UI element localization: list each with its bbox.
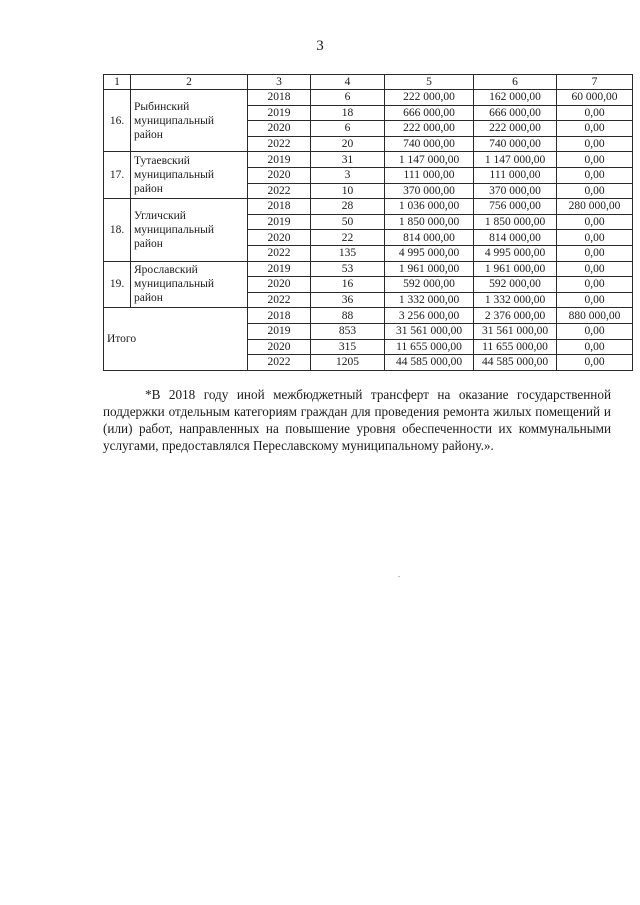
- year-cell: 2022: [248, 245, 311, 261]
- district-name-line: муниципальный: [134, 169, 215, 182]
- amount-cell: 3 256 000,00: [385, 308, 474, 324]
- amount-cell: 1 147 000,00: [474, 152, 557, 168]
- district-name-line: район: [134, 183, 163, 196]
- year-cell: 2020: [248, 121, 311, 137]
- column-header: 3: [248, 75, 311, 90]
- amount-cell: 1 332 000,00: [385, 292, 474, 308]
- amount-cell: 1 332 000,00: [474, 292, 557, 308]
- total-label: Итого: [104, 308, 248, 370]
- amount-cell: 666 000,00: [385, 105, 474, 121]
- amount-cell: 0,00: [557, 277, 633, 293]
- amount-cell: 740 000,00: [474, 136, 557, 152]
- amount-cell: 111 000,00: [474, 167, 557, 183]
- year-cell: 2019: [248, 152, 311, 168]
- amount-cell: 756 000,00: [474, 199, 557, 215]
- count-cell: 22: [311, 230, 385, 246]
- amount-cell: 0,00: [557, 136, 633, 152]
- count-cell: 315: [311, 339, 385, 355]
- amount-cell: 1 036 000,00: [385, 199, 474, 215]
- amount-cell: 0,00: [557, 292, 633, 308]
- district-name-line: район: [134, 128, 163, 141]
- count-cell: 31: [311, 152, 385, 168]
- count-cell: 28: [311, 199, 385, 215]
- amount-cell: 370 000,00: [474, 183, 557, 199]
- table-row: [104, 199, 633, 215]
- count-cell: 18: [311, 105, 385, 121]
- column-header: 6: [474, 75, 557, 90]
- amount-cell: 222 000,00: [385, 121, 474, 137]
- year-cell: 2019: [248, 261, 311, 277]
- district-name: [131, 261, 248, 308]
- amount-cell: 0,00: [557, 339, 633, 355]
- amount-cell: 0,00: [557, 261, 633, 277]
- year-cell: 2018: [248, 199, 311, 215]
- amount-cell: 1 850 000,00: [474, 214, 557, 230]
- count-cell: 1205: [311, 355, 385, 371]
- column-header: 2: [131, 75, 248, 90]
- amount-cell: 1 147 000,00: [385, 152, 474, 168]
- year-cell: 2022: [248, 183, 311, 199]
- column-header: 4: [311, 75, 385, 90]
- district-name-line: Рыбинский: [134, 100, 190, 113]
- district-name-line: муниципальный: [134, 223, 215, 236]
- amount-cell: 31 561 000,00: [474, 323, 557, 339]
- amount-cell: 222 000,00: [385, 90, 474, 106]
- count-cell: 36: [311, 292, 385, 308]
- amount-cell: 162 000,00: [474, 90, 557, 106]
- amount-cell: 592 000,00: [474, 277, 557, 293]
- footnote: [103, 386, 611, 454]
- amount-cell: 0,00: [557, 105, 633, 121]
- count-cell: 6: [311, 90, 385, 106]
- count-cell: 3: [311, 167, 385, 183]
- amount-cell: 1 850 000,00: [385, 214, 474, 230]
- count-cell: 135: [311, 245, 385, 261]
- district-name: [131, 152, 248, 199]
- amount-cell: 0,00: [557, 230, 633, 246]
- amount-cell: 280 000,00: [557, 199, 633, 215]
- year-cell: 2020: [248, 277, 311, 293]
- total-row: [104, 308, 633, 324]
- count-cell: 88: [311, 308, 385, 324]
- amount-cell: 1 961 000,00: [474, 261, 557, 277]
- district-name-line: муниципальный: [134, 278, 215, 291]
- amount-cell: 11 655 000,00: [385, 339, 474, 355]
- table-row: [104, 90, 633, 106]
- district-number: 16.: [104, 90, 131, 152]
- count-cell: 20: [311, 136, 385, 152]
- amount-cell: 592 000,00: [385, 277, 474, 293]
- header-row: [104, 75, 633, 90]
- table-row: [104, 152, 633, 168]
- year-cell: 2022: [248, 292, 311, 308]
- year-cell: 2018: [248, 90, 311, 106]
- count-cell: 6: [311, 121, 385, 137]
- amount-cell: 370 000,00: [385, 183, 474, 199]
- district-name-line: район: [134, 237, 163, 250]
- year-cell: 2022: [248, 136, 311, 152]
- district-name: [131, 90, 248, 152]
- amount-cell: 60 000,00: [557, 90, 633, 106]
- amount-cell: 814 000,00: [474, 230, 557, 246]
- column-header: 5: [385, 75, 474, 90]
- year-cell: 2019: [248, 214, 311, 230]
- amount-cell: 222 000,00: [474, 121, 557, 137]
- count-cell: 853: [311, 323, 385, 339]
- year-cell: 2020: [248, 339, 311, 355]
- year-cell: 2022: [248, 355, 311, 371]
- amount-cell: 1 961 000,00: [385, 261, 474, 277]
- year-cell: 2020: [248, 230, 311, 246]
- amount-cell: 0,00: [557, 323, 633, 339]
- count-cell: 50: [311, 214, 385, 230]
- amount-cell: 0,00: [557, 183, 633, 199]
- district-name: [131, 199, 248, 261]
- year-cell: 2018: [248, 308, 311, 324]
- amount-cell: 0,00: [557, 152, 633, 168]
- amount-cell: 0,00: [557, 121, 633, 137]
- scan-speck: [398, 576, 400, 577]
- column-header: 1: [104, 75, 131, 90]
- amount-cell: 44 585 000,00: [474, 355, 557, 371]
- district-name-line: Угличский: [134, 209, 186, 222]
- amount-cell: 880 000,00: [557, 308, 633, 324]
- amount-cell: 31 561 000,00: [385, 323, 474, 339]
- district-name-line: Ярославский: [134, 264, 198, 277]
- district-number: 17.: [104, 152, 131, 199]
- district-name-line: муниципальный: [134, 114, 215, 127]
- column-header: 7: [557, 75, 633, 90]
- amount-cell: 0,00: [557, 167, 633, 183]
- year-cell: 2019: [248, 105, 311, 121]
- footnote-text: *В 2018 году иной межбюджетный трансферт на оказание государственной поддержки отдельным категориям граждан для проведения ремонта жилых помещений и (или) работ, направленных на повышение уровня обеспеченности их коммунальными услугами, предоставлялся Переславскому муниципальному району.».: [103, 387, 611, 453]
- amount-cell: 0,00: [557, 245, 633, 261]
- district-name-line: Тутаевский: [134, 155, 190, 168]
- district-number: 19.: [104, 261, 131, 308]
- table-row: [104, 261, 633, 277]
- year-cell: 2020: [248, 167, 311, 183]
- count-cell: 53: [311, 261, 385, 277]
- count-cell: 10: [311, 183, 385, 199]
- amount-cell: 666 000,00: [474, 105, 557, 121]
- count-cell: 16: [311, 277, 385, 293]
- amount-cell: 2 376 000,00: [474, 308, 557, 324]
- page-number: 3: [316, 38, 324, 54]
- amount-cell: 740 000,00: [385, 136, 474, 152]
- transfer-table: [103, 74, 633, 371]
- amount-cell: 44 585 000,00: [385, 355, 474, 371]
- district-name-line: район: [134, 292, 163, 305]
- amount-cell: 814 000,00: [385, 230, 474, 246]
- amount-cell: 0,00: [557, 214, 633, 230]
- year-cell: 2019: [248, 323, 311, 339]
- amount-cell: 4 995 000,00: [474, 245, 557, 261]
- district-number: 18.: [104, 199, 131, 261]
- amount-cell: 11 655 000,00: [474, 339, 557, 355]
- amount-cell: 0,00: [557, 355, 633, 371]
- amount-cell: 111 000,00: [385, 167, 474, 183]
- amount-cell: 4 995 000,00: [385, 245, 474, 261]
